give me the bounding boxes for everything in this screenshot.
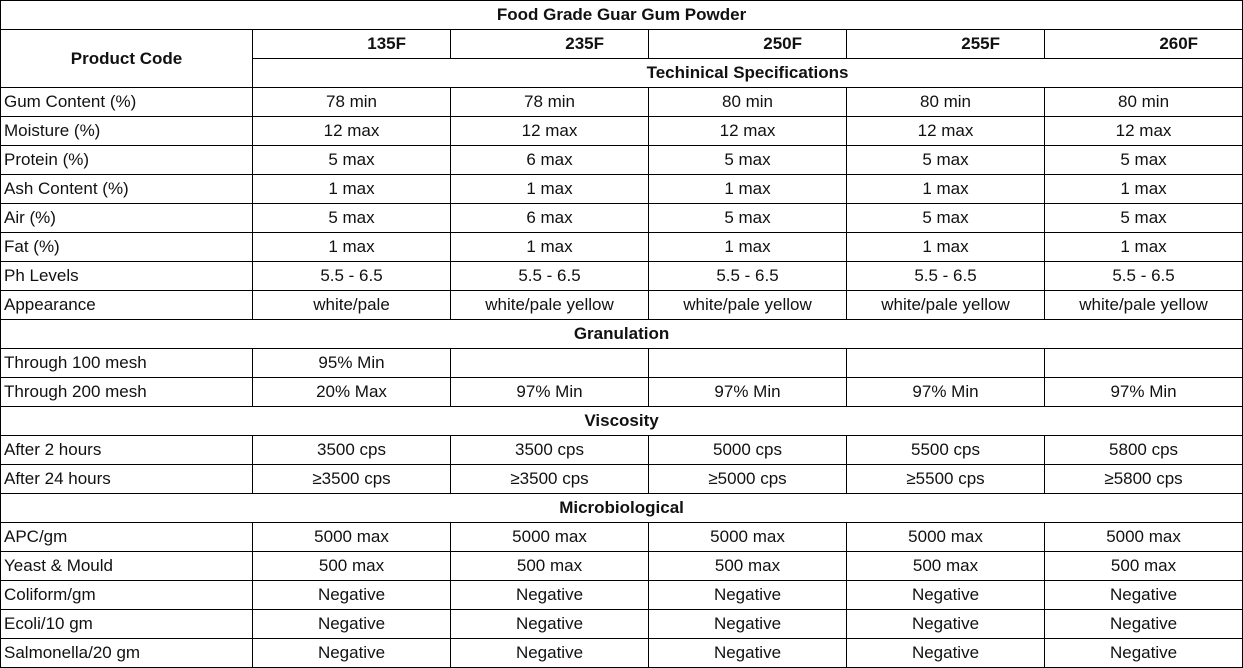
table-cell [649,349,847,378]
table-cell: 1 max [451,175,649,204]
spec-table-body [1,1,1243,668]
table-cell: 12 max [847,117,1045,146]
table-row [1,523,1243,552]
table-cell: Negative [649,610,847,639]
table-cell: 12 max [451,117,649,146]
table-cell: 5 max [1045,204,1243,233]
table-cell: ≥5500 cps [847,465,1045,494]
table-cell: 12 max [649,117,847,146]
table-cell: 5.5 - 6.5 [649,262,847,291]
table-cell: 6 max [451,146,649,175]
table-cell: white/pale yellow [451,291,649,320]
row-label: After 24 hours [1,465,253,494]
product-code-header: Product Code [1,30,253,88]
grade-header-row [1,30,1243,59]
table-cell: 5000 max [253,523,451,552]
row-label: Air (%) [1,204,253,233]
table-cell: Negative [649,639,847,668]
table-cell: 5 max [649,204,847,233]
table-cell: 5000 max [649,523,847,552]
table-cell: Negative [847,610,1045,639]
table-cell: white/pale yellow [847,291,1045,320]
table-cell: 12 max [1045,117,1243,146]
table-cell: 1 max [649,233,847,262]
table-cell: 5 max [649,146,847,175]
table-cell [847,349,1045,378]
table-cell: 1 max [253,233,451,262]
section-header-viscosity: Viscosity [1,407,1243,436]
table-cell: 500 max [451,552,649,581]
table-cell: 95% Min [253,349,451,378]
row-label: Appearance [1,291,253,320]
row-label: After 2 hours [1,436,253,465]
table-cell [451,349,649,378]
table-cell: 1 max [847,233,1045,262]
table-cell: 1 max [1045,175,1243,204]
table-cell: Negative [1045,610,1243,639]
table-cell: 3500 cps [253,436,451,465]
row-label: Gum Content (%) [1,88,253,117]
table-row [1,465,1243,494]
table-cell: Negative [847,581,1045,610]
table-cell: 6 max [451,204,649,233]
table-cell: 5500 cps [847,436,1045,465]
table-row [1,436,1243,465]
row-label: Through 200 mesh [1,378,253,407]
table-cell: 1 max [253,175,451,204]
table-cell: 12 max [253,117,451,146]
table-row [1,117,1243,146]
table-cell: 97% Min [1045,378,1243,407]
table-cell: ≥3500 cps [451,465,649,494]
table-row [1,291,1243,320]
row-label: Protein (%) [1,146,253,175]
table-cell: Negative [253,610,451,639]
section-header-microbiological: Microbiological [1,494,1243,523]
table-cell: 5.5 - 6.5 [253,262,451,291]
table-cell: 5.5 - 6.5 [451,262,649,291]
table-cell: 3500 cps [451,436,649,465]
table-cell: ≥5800 cps [1045,465,1243,494]
row-label: Fat (%) [1,233,253,262]
table-cell: 1 max [451,233,649,262]
table-row [1,378,1243,407]
table-row [1,349,1243,378]
row-label: Coliform/gm [1,581,253,610]
table-cell: ≥3500 cps [253,465,451,494]
table-row [1,146,1243,175]
table-cell: 97% Min [451,378,649,407]
table-row [1,262,1243,291]
table-cell: 80 min [649,88,847,117]
table-row [1,88,1243,117]
table-cell: ≥5000 cps [649,465,847,494]
table-cell: 5000 max [451,523,649,552]
table-cell: 500 max [649,552,847,581]
table-cell: Negative [847,639,1045,668]
table-cell: 500 max [847,552,1045,581]
table-cell: 5 max [253,204,451,233]
table-row [1,204,1243,233]
title-row [1,1,1243,30]
table-cell: 97% Min [649,378,847,407]
table-title: Food Grade Guar Gum Powder [1,1,1243,30]
table-cell: 5000 max [1045,523,1243,552]
section-row-viscosity [1,407,1243,436]
table-cell: 5 max [1045,146,1243,175]
table-cell: Negative [451,639,649,668]
row-label: Ph Levels [1,262,253,291]
grade-header: 255F [847,30,1045,59]
table-row [1,581,1243,610]
table-cell: 1 max [1045,233,1243,262]
table-cell: 5.5 - 6.5 [847,262,1045,291]
table-cell: Negative [451,610,649,639]
table-row [1,639,1243,668]
section-row-granulation [1,320,1243,349]
table-cell: Negative [253,581,451,610]
table-cell: 5800 cps [1045,436,1243,465]
section-row-microbiological [1,494,1243,523]
row-label: Through 100 mesh [1,349,253,378]
table-row [1,233,1243,262]
row-label: Yeast & Mould [1,552,253,581]
row-label: Salmonella/20 gm [1,639,253,668]
table-row [1,552,1243,581]
table-cell: 1 max [847,175,1045,204]
table-cell: Negative [1045,639,1243,668]
grade-header: 235F [451,30,649,59]
table-cell: 20% Max [253,378,451,407]
table-cell: 5000 max [847,523,1045,552]
table-cell: 5.5 - 6.5 [1045,262,1243,291]
row-label: Ecoli/10 gm [1,610,253,639]
table-cell: 1 max [649,175,847,204]
section-header-technical: Techinical Specifications [253,59,1243,88]
table-row [1,610,1243,639]
table-cell: 80 min [847,88,1045,117]
table-cell: Negative [1045,581,1243,610]
grade-header: 135F [253,30,451,59]
table-cell: 5 max [847,146,1045,175]
table-row [1,175,1243,204]
table-cell: 78 min [451,88,649,117]
table-cell: 80 min [1045,88,1243,117]
table-cell [1045,349,1243,378]
table-cell: Negative [649,581,847,610]
table-cell: 78 min [253,88,451,117]
table-cell: white/pale yellow [649,291,847,320]
row-label: APC/gm [1,523,253,552]
table-cell: 5000 cps [649,436,847,465]
table-cell: Negative [253,639,451,668]
section-header-granulation: Granulation [1,320,1243,349]
table-cell: white/pale [253,291,451,320]
table-cell: 500 max [1045,552,1243,581]
grade-header: 250F [649,30,847,59]
table-cell: 500 max [253,552,451,581]
table-cell: Negative [451,581,649,610]
table-cell: 5 max [253,146,451,175]
row-label: Moisture (%) [1,117,253,146]
table-cell: white/pale yellow [1045,291,1243,320]
row-label: Ash Content (%) [1,175,253,204]
table-cell: 5 max [847,204,1045,233]
grade-header: 260F [1045,30,1243,59]
table-cell: 97% Min [847,378,1045,407]
